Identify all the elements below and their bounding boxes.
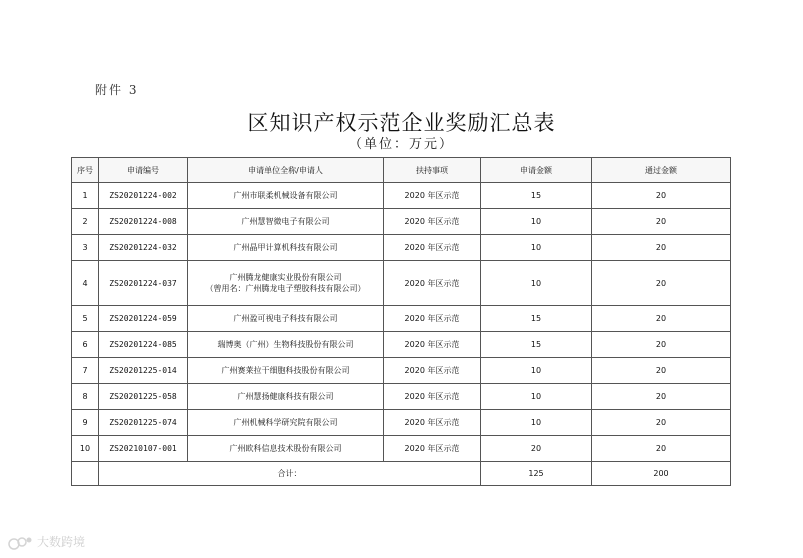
total-label: 合计： (99, 462, 481, 486)
cell-approved: 20 (592, 332, 731, 358)
cell-applied: 20 (481, 436, 592, 462)
cell-applied: 10 (481, 410, 592, 436)
table-row (72, 384, 731, 410)
applicant-name-line: 广州腾龙健康实业股份有限公司 (229, 273, 342, 282)
cell-applied: 10 (481, 261, 592, 306)
cell-item: 2020 年区示范 (384, 306, 481, 332)
watermark-text: 大数跨境 (37, 535, 86, 549)
cell-approved: 20 (592, 183, 731, 209)
cell-no: 8 (72, 384, 99, 410)
total-applied: 125 (481, 462, 592, 486)
cell-approved: 20 (592, 358, 731, 384)
cell-approved: 20 (592, 384, 731, 410)
cell-approved: 20 (592, 209, 731, 235)
cell-code: ZS20210107-001 (99, 436, 188, 462)
cell-no: 9 (72, 410, 99, 436)
cell-applicant: 广州慧扬健康科技有限公司 (188, 384, 384, 410)
table-row (72, 235, 731, 261)
unit-subtitle: （单位：万元） (348, 137, 454, 152)
cell-applicant: 广州机械科学研究院有限公司 (188, 410, 384, 436)
cell-no: 10 (72, 436, 99, 462)
cell-item: 2020 年区示范 (384, 410, 481, 436)
cell-no: 3 (72, 235, 99, 261)
cell-approved: 20 (592, 235, 731, 261)
cell-no: 5 (72, 306, 99, 332)
table-header-row (72, 158, 731, 183)
cell-applicant: 广州赛莱拉干细胞科技股份有限公司 (188, 358, 384, 384)
cell-applicant: 广州市联柔机械设备有限公司 (188, 183, 384, 209)
cell-item: 2020 年区示范 (384, 235, 481, 261)
watermark (8, 533, 85, 550)
watermark-logo-icon (8, 536, 34, 550)
table-row (72, 183, 731, 209)
cell-code: ZS20201224-085 (99, 332, 188, 358)
cell-applied: 10 (481, 358, 592, 384)
cell-approved: 20 (592, 306, 731, 332)
cell-applied: 15 (481, 183, 592, 209)
table-row (72, 261, 731, 306)
cell-approved: 20 (592, 436, 731, 462)
table-row (72, 306, 731, 332)
page-title: 区知识产权示范企业奖励汇总表 (247, 111, 556, 135)
cell-applicant: 广州晶甲计算机科技有限公司 (188, 235, 384, 261)
cell-item: 2020 年区示范 (384, 436, 481, 462)
cell-code: ZS20201224-002 (99, 183, 188, 209)
cell-applied: 15 (481, 306, 592, 332)
cell-code: ZS20201224-008 (99, 209, 188, 235)
cell-code: ZS20201225-014 (99, 358, 188, 384)
cell-applied: 10 (481, 235, 592, 261)
cell-code: ZS20201225-058 (99, 384, 188, 410)
cell-applied: 10 (481, 209, 592, 235)
cell-no: 6 (72, 332, 99, 358)
column-header-approved: 通过金额 (592, 158, 731, 183)
cell-item: 2020 年区示范 (384, 209, 481, 235)
column-header-applicant: 申请单位全称/申请人 (188, 158, 384, 183)
cell-code: ZS20201224-037 (99, 261, 188, 306)
column-header-code: 申请编号 (99, 158, 188, 183)
cell-code: ZS20201224-032 (99, 235, 188, 261)
cell-code: ZS20201224-059 (99, 306, 188, 332)
cell-item: 2020 年区示范 (384, 183, 481, 209)
cell-code: ZS20201225-074 (99, 410, 188, 436)
cell-no: 7 (72, 358, 99, 384)
total-row (72, 462, 731, 486)
table-row (72, 436, 731, 462)
table-row (72, 209, 731, 235)
cell-item: 2020 年区示范 (384, 332, 481, 358)
cell-applicant: 广州欧科信息技术股份有限公司 (188, 436, 384, 462)
cell-applicant: 瑞博奥（广州）生物科技股份有限公司 (188, 332, 384, 358)
total-approved: 200 (592, 462, 731, 486)
column-header-no: 序号 (72, 158, 99, 183)
attachment-label: 附件 3 (95, 83, 139, 97)
table-row (72, 410, 731, 436)
cell-no: 4 (72, 261, 99, 306)
cell-applicant: 广州慧智微电子有限公司 (188, 209, 384, 235)
cell-applicant (188, 261, 384, 306)
cell-item: 2020 年区示范 (384, 384, 481, 410)
cell-no: 1 (72, 183, 99, 209)
cell-item: 2020 年区示范 (384, 358, 481, 384)
cell-applied: 15 (481, 332, 592, 358)
column-header-applied: 申请金额 (481, 158, 592, 183)
total-empty-cell (72, 462, 99, 486)
table-row (72, 358, 731, 384)
cell-applied: 10 (481, 384, 592, 410)
cell-item: 2020 年区示范 (384, 261, 481, 306)
column-header-item: 扶持事项 (384, 158, 481, 183)
award-summary-table (71, 157, 731, 486)
cell-approved: 20 (592, 410, 731, 436)
cell-approved: 20 (592, 261, 731, 306)
applicant-former-name-line: （曾用名：广州腾龙电子塑胶科技有限公司） (205, 284, 366, 293)
table-row (72, 332, 731, 358)
cell-applicant: 广州盈可视电子科技有限公司 (188, 306, 384, 332)
cell-no: 2 (72, 209, 99, 235)
